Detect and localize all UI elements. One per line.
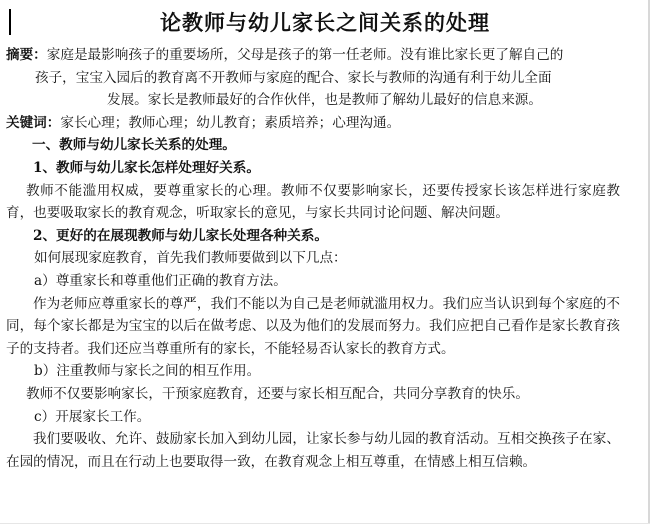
item-a-paragraph: 作为老师应尊重家长的尊严，我们不能以为自己是老师就滥用权力。我们应当认识到每个家庭的不同，每个家长都是为宝宝的以后在做考虑、以及为他们的发展而努力。我们应把自己看作是家长教育孩子的支持者。我们还应当尊重所有的家长，不能轻易否认家长的教育方式。	[6, 295, 620, 357]
section-1-heading: 一、教师与幼儿家长关系的处理。	[32, 137, 236, 154]
subsection-1-paragraph: 教师不能滥用权威，要尊重家长的心理。教师不仅要影响家长，还要传授家长该怎样进行家庭教育，也要吸取家长的教育观念，听取家长的意见，与家长共同讨论问题、解决问题。	[6, 182, 620, 222]
document-body	[6, 44, 620, 473]
abstract-line-3: 发展。家长是教师最好的合作伙伴，也是教师了解幼儿最好的信息来源。	[107, 92, 542, 109]
item-c-heading: c）开展家长工作。	[34, 408, 151, 425]
subsection-2-heading: 2、更好的在展现教师与幼儿家长处理各种关系。	[33, 227, 328, 244]
document-title: 论教师与幼儿家长之间关系的处理	[160, 10, 490, 35]
abstract-line-1: 家庭是最影响孩子的重要场所，父母是孩子的第一任老师。没有谁比家长更了解自己的	[46, 47, 564, 63]
keywords-paragraph	[6, 112, 620, 135]
subsection-2-intro: 如何展现家庭教育，首先我们教师要做到以下几点：	[34, 250, 347, 267]
item-a-heading: a）尊重家长和尊重他们正确的教育方法。	[34, 272, 287, 289]
abstract-line-2: 孩子，宝宝入园后的教育离不开教师与家庭的配合、家长与教师的沟通有利于幼儿全面	[35, 69, 552, 86]
keywords-label: 关键词：	[6, 114, 61, 131]
item-b-paragraph: 教师不仅要影响家长，干预家庭教育，还要与家长相互配合，共同分享教育的快乐。	[26, 385, 529, 402]
item-b-heading: b）注重教师与家长之间的相互作用。	[34, 363, 261, 380]
abstract-label: 摘要：	[6, 47, 47, 63]
item-c-paragraph: 我们要吸收、允许、鼓励家长加入到幼儿园，让家长参与幼儿园的教育活动。互相交换孩子在家、在园的情况，而且在行动上也要取得一致，在教育观念上相互尊重，在情感上相互信赖。	[6, 431, 620, 470]
subsection-1-heading: 1、教师与幼儿家长怎样处理好关系。	[33, 159, 260, 176]
abstract-paragraph	[6, 44, 620, 112]
keywords-text: 家长心理；教师心理；幼儿教育；素质培养；心理沟通。	[60, 114, 401, 131]
